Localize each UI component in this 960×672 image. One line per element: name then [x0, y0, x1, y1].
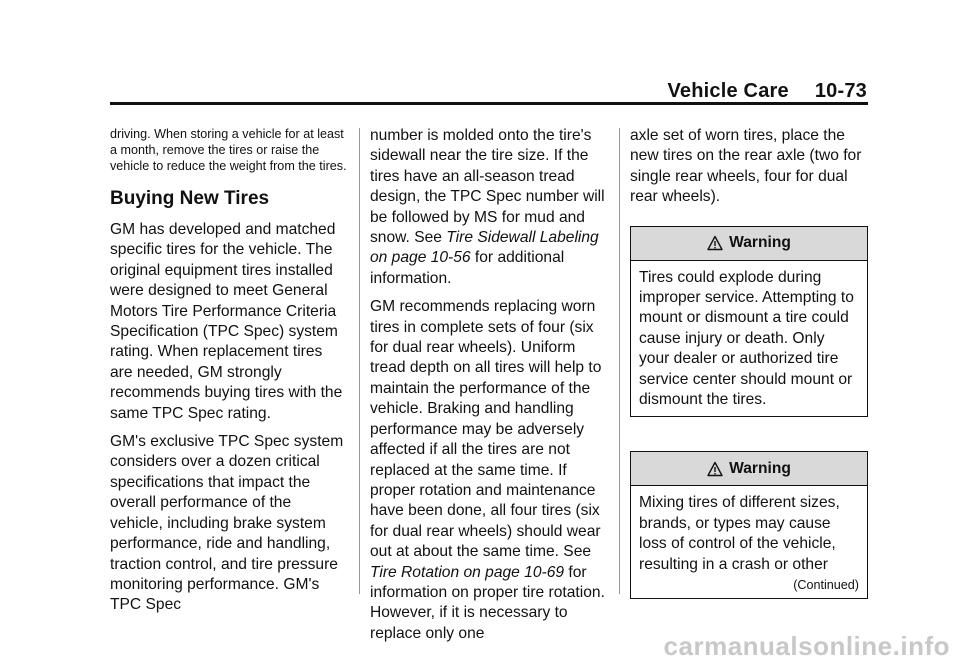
paragraph	[370, 297, 608, 644]
text: for information on proper tire rotation. However, if it is necessary to replace only one	[370, 563, 605, 642]
column-2	[370, 126, 608, 652]
running-head	[667, 80, 867, 103]
warning-text: Tires could explode during improper service. Attempting to mount or dismount a tire could cause injury or death. Only your dealer or authorized tire service center should mount or dismount the tires.	[639, 268, 854, 409]
intro-paragraph: driving. When storing a vehicle for at least a month, remove the tires or raise the vehicle to reduce the weight from the tires.	[110, 127, 347, 173]
page-header	[0, 0, 960, 110]
warning-title: Warning	[729, 459, 791, 477]
continued-label: (Continued)	[793, 578, 859, 593]
cross-reference-link[interactable]: Tire Sidewall Labeling on page 10-56	[370, 229, 599, 267]
warning-body	[631, 261, 867, 417]
warning-triangle-icon	[707, 461, 723, 477]
cross-reference-link[interactable]: Tire Rotation on page 10-69	[370, 563, 565, 581]
column-divider	[359, 128, 360, 594]
text: number is molded onto the tire's sidewall near the tire size. If the tires have an all-season tread design, the TPC Spec number will be followed by MS for mud and snow. See	[370, 127, 605, 247]
section-heading: Buying New Tires	[110, 188, 270, 209]
page-number: 10-73	[814, 80, 867, 102]
warning-header	[631, 452, 867, 486]
paragraph	[370, 126, 608, 289]
column-divider	[619, 128, 620, 594]
paragraph: GM has developed and matched specific tires for the vehicle. The original equipment tires installed were designed to meet General Motors Tire Performance Criteria Specification (TPC Spec) system rating. When replacement tires are needed, GM strongly recommends buying tires with the same TPC Spec rating.	[110, 221, 343, 422]
column-1	[110, 126, 348, 624]
warning-header	[631, 227, 867, 261]
warning-box	[630, 226, 868, 418]
text: GM recommends replacing worn tires in complete sets of four (six for dual rear wheels). Uniform tread depth on all tires will help to maintain the performance of the vehicle. Braking and handling performance may be adversely affected if all the tires are not replaced at the same time. If proper rotation and maintenance have been done, all four tires (six for dual rear wheels) should wear out at about the same time. See	[370, 298, 602, 561]
watermark: carmanualsonline.info	[663, 631, 950, 661]
text: for additional information.	[370, 249, 565, 287]
warning-box	[630, 451, 868, 599]
column-3	[630, 126, 868, 599]
warning-triangle-icon	[707, 235, 723, 251]
warning-title: Warning	[729, 234, 791, 252]
warning-text: Mixing tires of different sizes, brands, or types may cause loss of control of the vehicle, resulting in a crash or other	[639, 494, 840, 573]
header-rule	[110, 102, 868, 105]
warning-body	[631, 486, 867, 598]
paragraph: axle set of worn tires, place the new tires on the rear axle (two for single rear wheels, four for dual rear wheels).	[630, 127, 862, 206]
paragraph: GM's exclusive TPC Spec system considers over a dozen critical specifications that impact the overall performance of the vehicle, including brake system performance, ride and handling, traction control, and tire pressure monitoring performance. GM's TPC Spec	[110, 433, 344, 614]
section-title: Vehicle Care	[667, 80, 789, 102]
